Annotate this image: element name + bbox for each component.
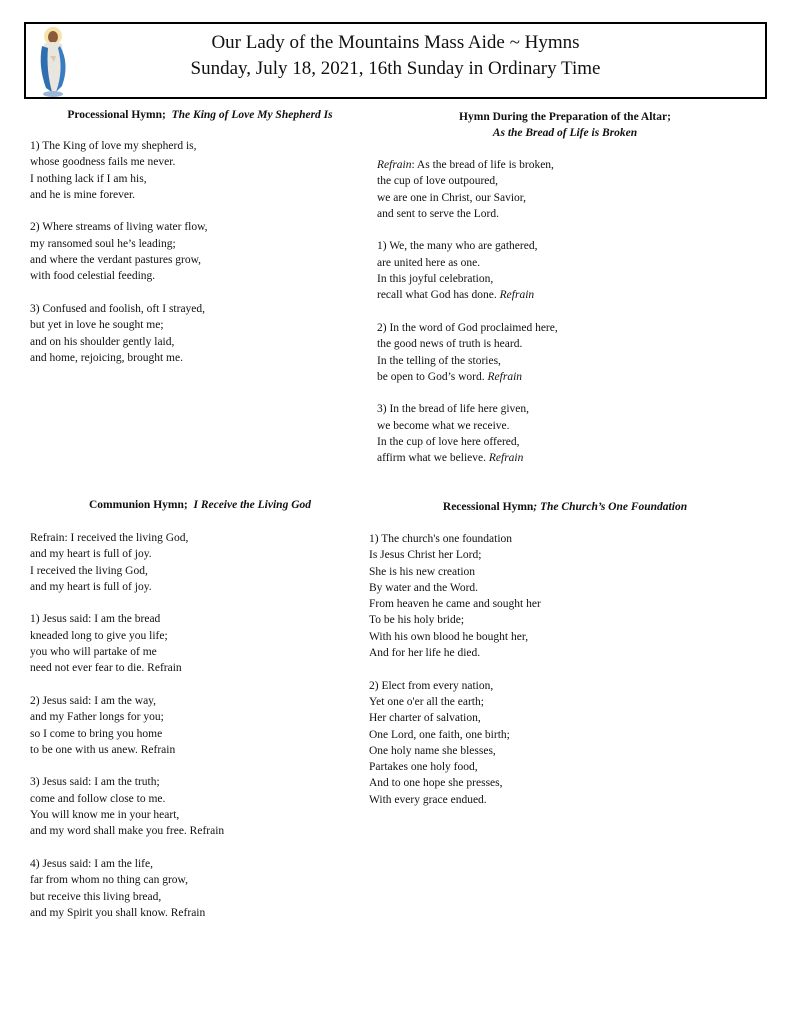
verse-line: I nothing lack if I am his, [30, 172, 147, 185]
verse-line: In the telling of the stories, [377, 354, 501, 367]
verse-line: the good news of truth is heard. [377, 338, 523, 351]
verse-line: Refrain: As the bread of life is broken, [377, 159, 554, 171]
processional-title: The King of Love My Shepherd Is [171, 109, 333, 121]
verse-line: affirm what we believe. Refrain [377, 452, 524, 465]
page-title: Our Lady of the Mountains Mass Aide ~ Hymns [211, 32, 580, 53]
verse-line: One holy name she blesses, [369, 744, 496, 757]
verse-line: 3) Confused and foolish, oft I strayed, [30, 302, 206, 315]
verse [30, 611, 224, 676]
verse [30, 138, 208, 203]
verse-line: In the cup of love here offered, [377, 436, 520, 449]
verse-line: To be his holy bride; [369, 614, 465, 627]
verse-line: my ransomed soul he’s leading; [30, 237, 176, 250]
verse-line: With every grace endued. [369, 793, 487, 806]
page-subtitle: Sunday, July 18, 2021, 16th Sunday in Ordinary Time [190, 58, 601, 79]
preparation-heading [390, 109, 740, 141]
verse-line: to be one with us anew. Refrain [30, 743, 176, 756]
verse-line: recall what God has done. Refrain [377, 289, 535, 302]
verse-line: Is Jesus Christ her Lord; [369, 549, 482, 562]
refrain-word: Refrain [487, 370, 523, 383]
verse-line: are united here as one. [377, 256, 481, 269]
communion-verses [30, 530, 224, 937]
verse-line: but receive this living bread, [30, 890, 162, 903]
verse-line: and my heart is full of joy. [30, 580, 152, 593]
recessional-verses [369, 531, 541, 824]
verse-line: One Lord, one faith, one birth; [369, 728, 510, 741]
verse-line: 4) Jesus said: I am the life, [30, 857, 153, 870]
communion-label: Communion Hymn; [88, 499, 188, 511]
refrain [377, 157, 558, 222]
verse-line: come and follow close to me. [30, 792, 166, 805]
refrain-word: Refrain [377, 159, 412, 171]
preparation-verses [377, 157, 558, 483]
preparation-label: Hymn During the Preparation of the Altar; [459, 111, 671, 123]
verse-line: 2) Where streams of living water flow, [30, 221, 208, 234]
verse [377, 320, 558, 385]
verse-line: 2) Elect from every nation, [369, 679, 494, 692]
verse-line: From heaven he came and sought her [369, 598, 541, 611]
verse-line: and my word shall make you free. Refrain [30, 825, 225, 838]
verse [30, 219, 208, 284]
verse-line: Her charter of salvation, [369, 712, 481, 725]
verse [30, 856, 224, 921]
verse-line: 1) The church's one foundation [369, 533, 513, 545]
communion-title: I Receive the Living God [193, 499, 311, 511]
verse-line: and my Spirit you shall know. Refrain [30, 906, 206, 919]
verse-line: And to one hope she presses, [369, 777, 503, 790]
verse-line: we are one in Christ, our Savior, [377, 191, 527, 204]
verse-line: and he is mine forever. [30, 188, 136, 201]
verse-line: and my heart is full of joy. [30, 548, 152, 561]
verse-line: By water and the Word. [369, 581, 479, 594]
recessional-title: ; The Church’s One Foundation [533, 501, 688, 513]
refrain-word: Refrain [488, 452, 524, 465]
processional-heading [30, 107, 370, 123]
recessional-heading [390, 499, 740, 515]
verse-line: In this joyful celebration, [377, 273, 494, 286]
verse [369, 531, 541, 661]
verse-line: with food celestial feeding. [30, 270, 156, 283]
verse [377, 238, 558, 303]
verse-line: And for her life he died. [369, 647, 481, 660]
verse-line: so I come to bring you home [30, 727, 163, 740]
verse-line: 2) Jesus said: I am the way, [30, 694, 157, 707]
verse-line: we become what we receive. [377, 419, 510, 432]
header-box [24, 22, 767, 99]
verse-line: Refrain: I received the living God, [30, 532, 189, 544]
verse-line: far from whom no thing can grow, [30, 874, 188, 887]
verse-line: I received the living God, [30, 564, 148, 577]
verse-line: you who will partake of me [30, 646, 157, 659]
verse-line: 3) Jesus said: I am the truth; [30, 776, 160, 789]
refrain [30, 530, 224, 595]
verse-line: 2) In the word of God proclaimed here, [377, 321, 558, 334]
verse-line: kneaded long to give you life; [30, 629, 168, 642]
verse-line: need not ever fear to die. Refrain [30, 662, 182, 675]
verse-line: the cup of love outpoured, [377, 175, 499, 188]
verse-line: Partakes one holy food, [369, 761, 478, 774]
verse-line: 1) The King of love my shepherd is, [30, 140, 197, 152]
verse-line: She is his new creation [369, 565, 476, 578]
processional-label: Processional Hymn; [67, 109, 166, 121]
preparation-title: As the Bread of Life is Broken [492, 127, 638, 139]
verse-line: and on his shoulder gently laid, [30, 335, 175, 348]
verse-line: 3) In the bread of life here given, [377, 403, 529, 416]
verse [369, 678, 541, 808]
verse-line: and my Father longs for you; [30, 711, 164, 724]
verse-line: but yet in love he sought me; [30, 319, 164, 332]
communion-heading [30, 497, 370, 513]
verse-line: and where the verdant pastures grow, [30, 254, 202, 267]
verse-line: be open to God’s word. Refrain [377, 370, 523, 383]
verse [377, 401, 558, 466]
recessional-label: Recessional Hymn [442, 501, 534, 513]
verse [30, 693, 224, 758]
verse-line: and home, rejoicing, brought me. [30, 351, 183, 364]
verse [30, 301, 208, 366]
verse [30, 774, 224, 839]
verse-line: Yet one o'er all the earth; [369, 695, 484, 708]
verse-line: and sent to serve the Lord. [377, 207, 499, 220]
verse-line: whose goodness fails me never. [30, 156, 176, 169]
verse-line: 1) We, the many who are gathered, [377, 240, 538, 253]
processional-verses [30, 138, 208, 382]
verse-line: 1) Jesus said: I am the bread [30, 613, 161, 626]
refrain-word: Refrain [499, 289, 535, 302]
verse-line: You will know me in your heart, [30, 809, 180, 822]
verse-line: With his own blood he bought her, [369, 630, 529, 643]
